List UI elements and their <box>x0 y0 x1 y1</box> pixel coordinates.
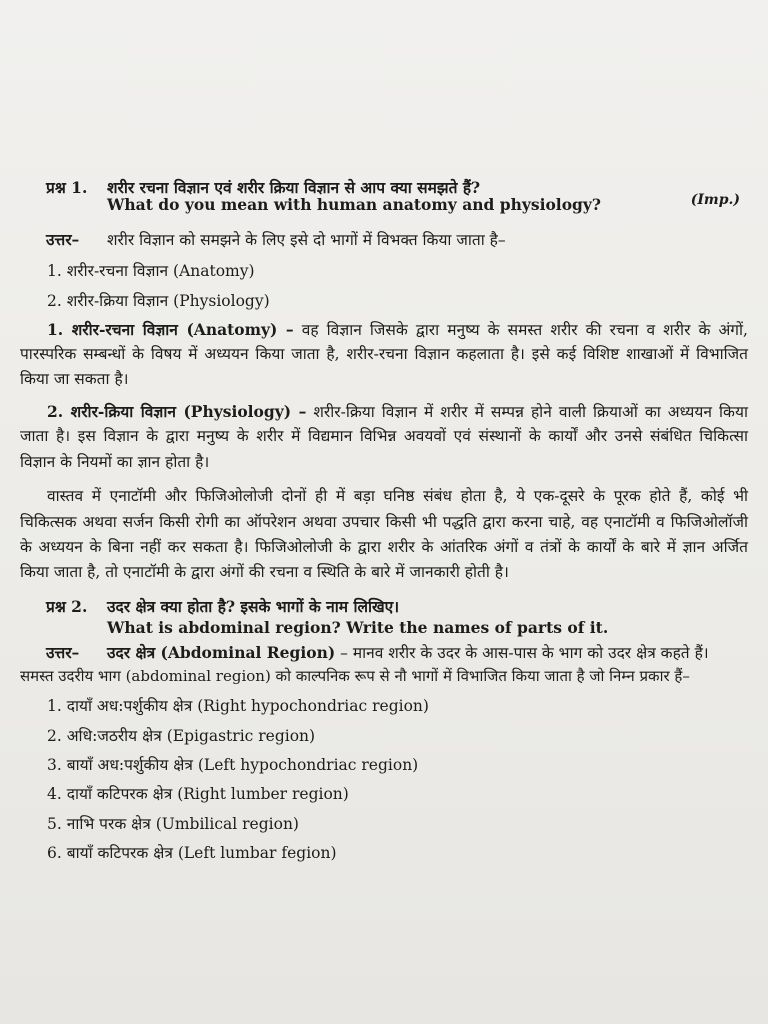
a1-item-1: 1. शरीर-रचना विज्ञान (Anatomy) <box>47 262 255 280</box>
a2-line1-text: – मानव शरीर के उदर के आस-पास के भाग को उदर क्षेत्र कहते हैं। <box>340 644 709 662</box>
relation-line4: किया जाता है, तो एनाटॉमी के द्वारा अंगों की रचना व स्थिति के बारे में जानकारी होती है। <box>20 563 509 581</box>
q1-label: प्रश्न 1. <box>46 178 88 197</box>
anatomy-para-line2: पारस्परिक सम्बन्धों के विषय में अध्ययन किया जाता है, शरीर-रचना विज्ञान कहलाता है। इसे कई विशिष्ट शाखाओं में विभाजित <box>20 345 748 363</box>
q2-label: प्रश्न 2. <box>46 597 88 616</box>
a2-label: उत्तर– <box>46 643 80 662</box>
q1-hindi: शरीर रचना विज्ञान एवं शरीर क्रिया विज्ञान से आप क्या समझते हैं? <box>107 178 481 197</box>
region-item-1: 1. दायाँ अध:पर्शुकीय क्षेत्र (Right hypochondriac region) <box>47 697 429 715</box>
a2-heading: उदर क्षेत्र (Abdominal Region) <box>107 643 336 662</box>
a1-label: उत्तर– <box>46 230 80 249</box>
relation-line1: वास्तव में एनाटॉमी और फिजिओलोजी दोनों ही में बड़ा घनिष्ठ संबंध होता है, ये एक-दूसरे के पूरक होते हैं, कोई भी <box>47 487 748 505</box>
a1-item-2: 2. शरीर-क्रिया विज्ञान (Physiology) <box>47 292 270 310</box>
relation-line2: चिकित्सक अथवा सर्जन किसी रोगी का ऑपरेशन अथवा उपचार किसी भी पद्धति द्वारा करना चाहे, वह एनाटॉमी व फिजिओलॉजी <box>20 513 748 531</box>
physiology-line1-text: शरीर-क्रिया विज्ञान में शरीर में सम्पन्न होने वाली क्रियाओं का अध्ययन किया <box>313 403 748 421</box>
physiology-para-line1 <box>47 402 748 422</box>
region-item-3: 3. बायाँ अध:पर्शुकीय क्षेत्र (Left hypochondriac region) <box>47 756 419 774</box>
physiology-para-line3: विज्ञान के नियमों का ज्ञान होता है। <box>20 453 210 471</box>
physiology-heading: 2. शरीर-क्रिया विज्ञान (Physiology) – <box>47 402 307 421</box>
importance-tag: (Imp.) <box>690 192 740 208</box>
anatomy-para-line1 <box>47 320 748 340</box>
anatomy-line1-text: वह विज्ञान जिसके द्वारा मनुष्य के समस्त शरीर की रचना व शरीर के अंगों, <box>301 321 748 339</box>
region-item-4: 4. दायाँ कटिपरक क्षेत्र (Right lumber region) <box>47 785 349 803</box>
anatomy-para-line3: किया जा सकता है। <box>20 370 129 388</box>
region-item-2: 2. अधि:जठरीय क्षेत्र (Epigastric region) <box>47 727 316 745</box>
q2-english: What is abdominal region? Write the names of parts of it. <box>107 618 609 637</box>
a2-line1 <box>107 643 709 663</box>
relation-line3: के अध्ययन के बिना नहीं कर सकता है। फिजिओलोजी के द्वारा शरीर के आंतरिक अंगों व तंत्रों के कार्यों के बारे में ज्ञान अर्जित <box>20 538 748 556</box>
anatomy-heading: 1. शरीर-रचना विज्ञान (Anatomy) – <box>47 320 294 339</box>
a2-line2: समस्त उदरीय भाग (abdominal region) को काल्पनिक रूप से नौ भागों में विभाजित किया जाता है जो निम्न प्रकार हैं– <box>20 667 690 685</box>
region-item-6: 6. बायाँ कटिपरक क्षेत्र (Left lumbar fegion) <box>47 844 337 862</box>
q2-hindi: उदर क्षेत्र क्या होता है? इसके भागों के नाम लिखिए। <box>107 597 400 616</box>
a1-intro: शरीर विज्ञान को समझने के लिए इसे दो भागों में विभक्त किया जाता है– <box>107 231 506 249</box>
q1-english: What do you mean with human anatomy and physiology? <box>107 195 601 214</box>
region-item-5: 5. नाभि परक क्षेत्र (Umbilical region) <box>47 815 299 833</box>
physiology-para-line2: जाता है। इस विज्ञान के द्वारा मनुष्य के शरीर में विद्यमान विभिन्न अवयवों एवं संस्थानों के कार्यों और उनसे संबंधित चिकित्सा <box>20 427 748 445</box>
